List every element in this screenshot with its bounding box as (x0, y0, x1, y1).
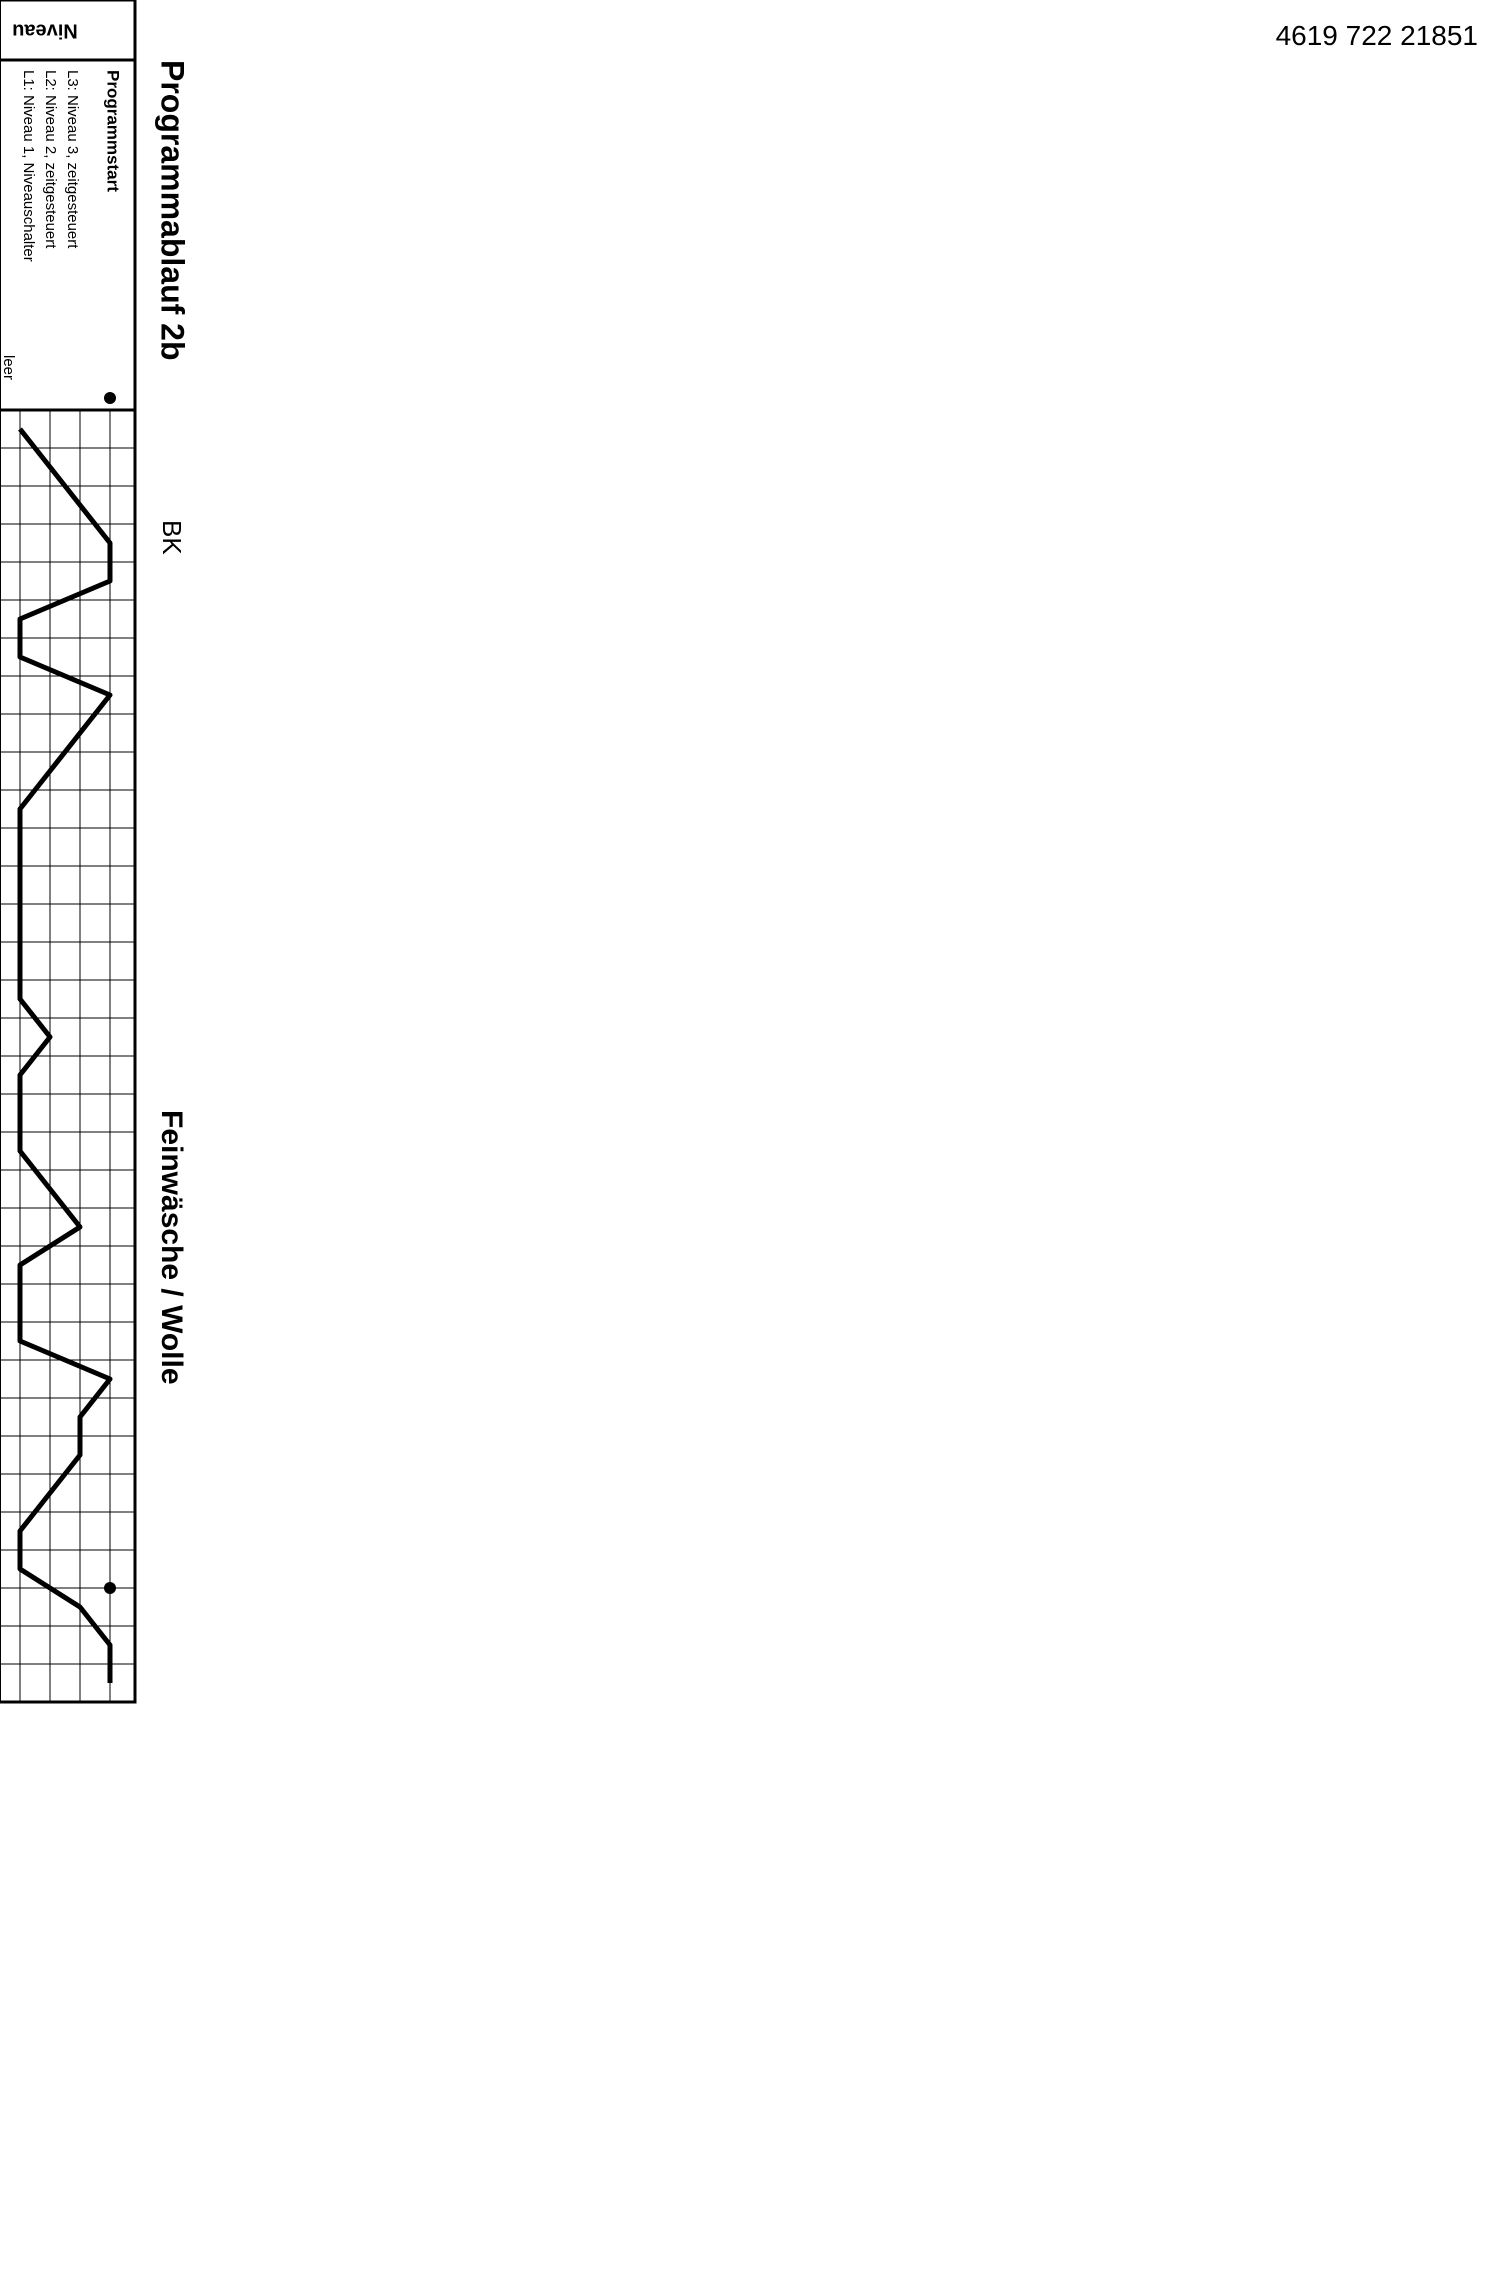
page-subtitle: Feinwäsche / Wolle (155, 1110, 189, 1385)
doc-code: BK (157, 520, 188, 555)
niveau-leer-label: leer (0, 354, 18, 380)
start-dot (104, 392, 116, 404)
side-label: Niveau (12, 19, 78, 42)
motor-rhythm-row (30, 2080, 1470, 2120)
page-title: Programmablauf 2b (154, 60, 191, 361)
programmstart-label: Programmstart (103, 70, 123, 192)
niveau-l1-label: L1: Niveau 1, Niveauschalter (20, 70, 38, 262)
niveau-l2-label: L2: Niveau 2, zeitgesteuert (42, 70, 60, 249)
doc-number: 4619 722 21851 (1275, 20, 1478, 51)
stop-dot (104, 1582, 116, 1594)
niveau-l3-label: L3: Niveau 3, zeitgesteuert (64, 70, 82, 249)
